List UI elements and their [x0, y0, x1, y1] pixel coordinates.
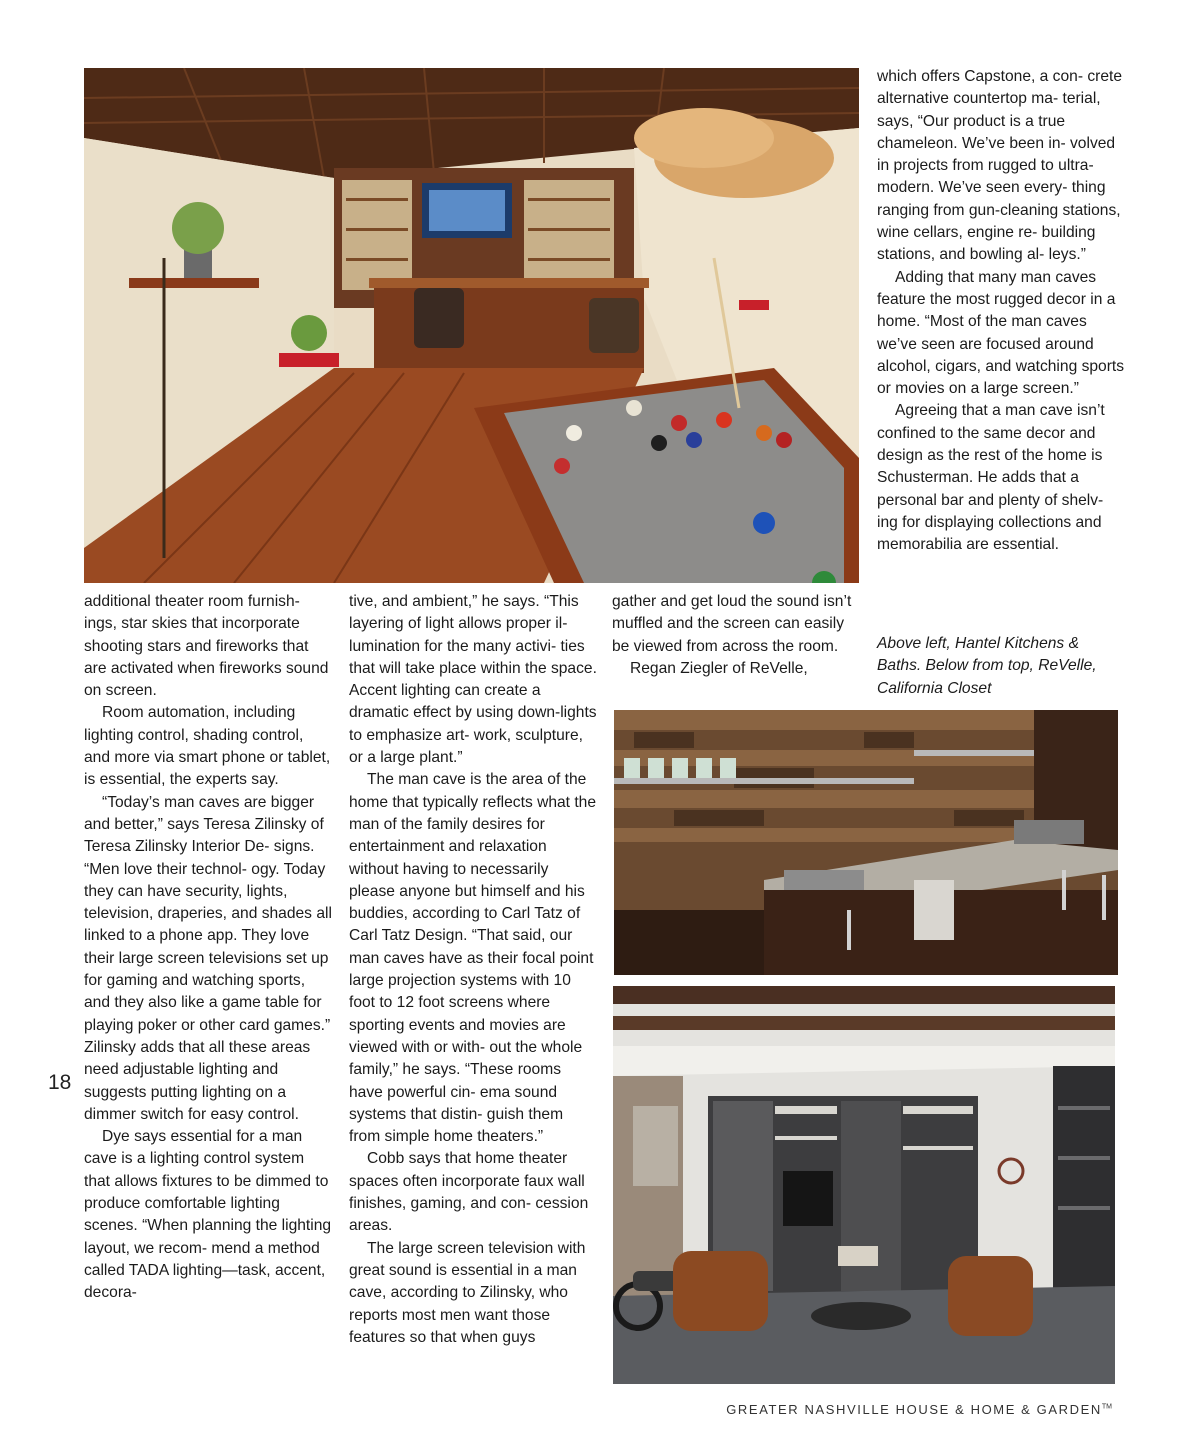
- col2-paragraph-4: The large screen television with great sound is essential in a man cave, according to Zilinsky, who reports most men want those features so that when guys: [349, 1239, 586, 1346]
- magazine-footer: [726, 1402, 1112, 1417]
- article-column-1: [84, 591, 332, 1305]
- col2-paragraph-2: The man cave is the area of the home that typically reflects what the man of the family desires for entertainment and relaxation without having to necessarily please anyone but himself and his buddies, according to Carl Tatz of Carl Tatz Design. “That said, our man caves have as their focal point large projection systems with 10 foot to 12 foot screens where sporting events and movies are viewed with or with- out the whole family,” he says. “These rooms have powerful cin- ema sound systems that distin- guish them from simple home theaters.”: [349, 771, 597, 1146]
- footer-title: GREATER NASHVILLE HOUSE & HOME & GARDEN: [726, 1402, 1102, 1417]
- page-number: 18: [48, 1071, 72, 1094]
- reclaimed-wood-bar-photo: [614, 710, 1118, 975]
- article-column-4: [877, 66, 1125, 557]
- col3-paragraph-2: Regan Ziegler of ReVelle,: [630, 659, 808, 677]
- col2-paragraph-3: Cobb says that home theater spaces often incorporate faux wall finishes, gaming, and con- cession areas.: [349, 1150, 589, 1235]
- col1-paragraph-2: Room automation, including lighting control, shading control, and more via smart phone or tablet, is essential, the experts say.: [84, 704, 331, 789]
- trademark-mark: TM: [1101, 1403, 1112, 1411]
- col1-paragraph-3: “Today’s man caves are bigger and better,” says Teresa Zilinsky of Teresa Zilinsky Interior De- signs. “Men love their technol- ogy. Today they can have security, lights, television, draperies, and shades all linked to a phone app. They love their large screen televisions set up for gaming and watching sports, and they also like a game table for playing poker or other card games.” Zilinsky adds that all these areas need adjustable lighting and suggests putting lighting on a dimmer switch for easy control.: [84, 793, 332, 1123]
- photo-caption: Above left, Hantel Kitchens & Baths. Below from top, ReVelle, California Closet: [877, 635, 1097, 697]
- article-column-3: [612, 591, 860, 680]
- col3-paragraph-1: gather and get loud the sound isn’t muffled and the screen can easily be viewed from across the room.: [612, 593, 852, 655]
- article-column-2: [349, 591, 597, 1349]
- col1-paragraph-4: Dye says essential for a man cave is a lighting control system that allows fixtures to be dimmed to produce comfortable lighting scenes. “When planning the lighting layout, we recom- mend a method called TADA lighting—task, accent, decora-: [84, 1128, 332, 1302]
- col1-paragraph-1: additional theater room furnish- ings, star skies that incorporate shooting stars and fireworks that are activated when fireworks sound on screen.: [84, 593, 329, 700]
- col2-paragraph-1: tive, and ambient,” he says. “This layering of light allows proper il- lumination for the many activi- ties that will take place within the space. Accent lighting can create a dramatic effect by using down-lights to emphasize art- work, sculpture, or a large plant.”: [349, 593, 597, 767]
- col4-paragraph-1: which offers Capstone, a con- crete alternative countertop ma- terial, says, “Our product is a true chameleon. We’ve been in- volved in projects from rugged to ultra-modern. We’ve seen every- thing ranging from gun-cleaning stations, wine cellars, engine re- building stations, and bowling al- leys.”: [877, 68, 1123, 264]
- col4-paragraph-3: Agreeing that a man cave isn’t confined to the same decor and design as the rest of the home is Schusterman. He adds that a personal bar and plenty of shelv- ing for displaying collections and memorabilia are essential.: [877, 402, 1105, 554]
- billiards-bar-photo: [84, 68, 859, 583]
- col4-paragraph-2: Adding that many man caves feature the most rugged decor in a home. “Most of the man caves we’ve seen are focused around alcohol, cigars, and watching sports or movies on a large screen.”: [877, 268, 1125, 398]
- lounge-closet-photo: [613, 986, 1115, 1384]
